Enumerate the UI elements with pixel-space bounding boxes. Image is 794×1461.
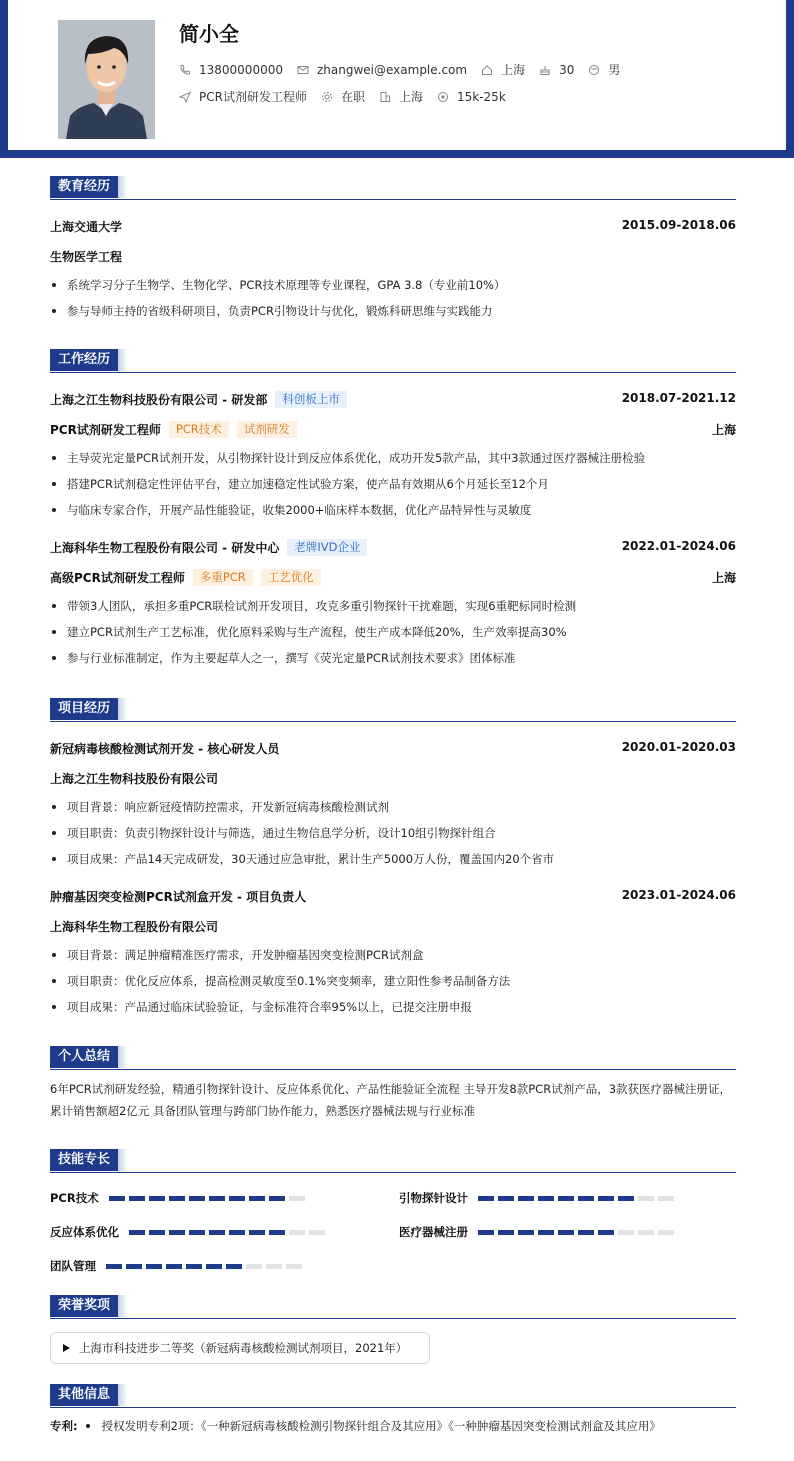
- skill-segment-filled: [109, 1196, 125, 1201]
- skill-segment-filled: [518, 1196, 534, 1201]
- skill-segment-filled: [209, 1196, 225, 1201]
- other-section: [50, 1384, 736, 1444]
- job-period: 2022.01-2024.06: [621, 539, 736, 553]
- skill-tag: 多重PCR: [193, 569, 253, 586]
- skill-segment-empty: [658, 1230, 674, 1235]
- list-item: 与临床专家合作，开展产品性能验证，收集2000+临床样本数据，优化产品特异性与灵敏度: [50, 497, 736, 523]
- patent-text: 授权发明专利2项：《一种新冠病毒核酸检测引物探针组合及其应用》《一种肿瘤基因突变检测试剂盒及其应用》: [101, 1419, 661, 1433]
- summary-section: [50, 1046, 736, 1122]
- project-title-row: [50, 882, 736, 908]
- education-section: [50, 176, 736, 324]
- company-name: 上海科华生物工程股份有限公司 - 研发中心: [50, 541, 280, 555]
- list-item: 建立PCR试剂生产工艺标准，优化原料采购与生产流程，使生产成本降低20%，生产效率提高30%: [50, 619, 736, 645]
- skill-segment-empty: [289, 1230, 305, 1235]
- list-item: 搭建PCR试剂稳定性评估平台，建立加速稳定性试验方案，使产品有效期从6个月延长至12个月: [50, 471, 736, 497]
- skill-segment-filled: [558, 1230, 574, 1235]
- patent-label: 专利:: [50, 1419, 78, 1433]
- patent-row: [50, 1418, 661, 1434]
- project-name: 新冠病毒核酸检测试剂开发 - 核心研发人员: [50, 742, 280, 756]
- position-name: 高级PCR试剂研发工程师: [50, 571, 185, 585]
- skill-segment-empty: [309, 1230, 325, 1235]
- list-item: 参与行业标准制定，作为主要起草人之一，撰写《荧光定量PCR试剂技术要求》团体标准: [50, 645, 736, 671]
- job-company-row: [50, 385, 736, 411]
- project-title-row: [50, 734, 736, 760]
- skill-segment-filled: [598, 1196, 614, 1201]
- project-name: 肿瘤基因突变检测PCR试剂盒开发 - 项目负责人: [50, 890, 307, 904]
- skill-segment-filled: [169, 1196, 185, 1201]
- home-icon: [481, 64, 493, 76]
- list-item: 参与导师主持的省级科研项目，负责PCR引物设计与优化，锻炼科研思维与实践能力: [50, 298, 736, 324]
- skill-segment-empty: [286, 1264, 302, 1269]
- project-period: 2023.01-2024.06: [621, 888, 736, 902]
- salary-icon: [437, 91, 449, 103]
- skill-segment-filled: [558, 1196, 574, 1201]
- skill-segment-filled: [229, 1230, 245, 1235]
- skill-segment-filled: [226, 1264, 242, 1269]
- skill-item: [50, 1190, 309, 1206]
- job-position: [50, 569, 321, 586]
- section-title: 个人总结: [50, 1046, 118, 1068]
- skill-tag: 工艺优化: [261, 569, 321, 586]
- school-name: 上海交通大学: [50, 220, 123, 234]
- education-bullets: [50, 272, 736, 324]
- skill-segment-filled: [269, 1230, 285, 1235]
- caret-right-icon: [63, 1344, 70, 1352]
- phone-text: 13800000000: [199, 62, 283, 77]
- skill-segment-empty: [618, 1230, 634, 1235]
- age-info: [539, 63, 574, 77]
- project-bullets: [50, 942, 736, 1020]
- section-title: 教育经历: [50, 176, 118, 198]
- work-section: [50, 349, 736, 671]
- email-info: [297, 63, 467, 77]
- projects-section: [50, 698, 736, 1020]
- section-title: 其他信息: [50, 1384, 118, 1406]
- skill-segment-filled: [498, 1230, 514, 1235]
- list-item: 主导荧光定量PCR试剂开发，从引物探针设计到反应体系优化，成功开发5款产品，其中3款通过医疗器械注册检验: [50, 445, 736, 471]
- skill-segment-filled: [518, 1230, 534, 1235]
- section-header: [50, 1046, 736, 1070]
- job-city: 上海: [711, 571, 736, 585]
- project-bullets: [50, 794, 736, 872]
- company-tag: 老牌IVD企业: [287, 539, 367, 556]
- skill-segment-filled: [578, 1230, 594, 1235]
- salary-info: [437, 90, 506, 104]
- skill-segment-filled: [618, 1196, 634, 1201]
- project-org: 上海科华生物工程股份有限公司: [50, 920, 219, 934]
- skill-name: 引物探针设计: [399, 1191, 468, 1205]
- list-item: 项目成果：产品14天完成研发，30天通过应急审批，累计生产5000万人份，覆盖国内20个省市: [50, 846, 736, 872]
- location-text: 上海: [501, 63, 526, 77]
- skill-segment-filled: [186, 1264, 202, 1269]
- skill-segment-empty: [658, 1196, 674, 1201]
- skill-item: [50, 1224, 329, 1240]
- gear-icon: [321, 91, 333, 103]
- list-item: 项目职责：负责引物探针设计与筛选，通过生物信息学分析，设计10组引物探针组合: [50, 820, 736, 846]
- skill-segment-filled: [249, 1230, 265, 1235]
- award-text: 上海市科技进步二等奖（新冠病毒核酸检测试剂项目，2021年）: [79, 1341, 408, 1355]
- section-title: 工作经历: [50, 349, 118, 371]
- job-city: 上海: [711, 423, 736, 437]
- status-info: [321, 88, 365, 105]
- job-company: [50, 391, 347, 408]
- project-org: 上海之江生物科技股份有限公司: [50, 772, 219, 786]
- gender-icon: [588, 64, 600, 76]
- skill-segment-filled: [478, 1230, 494, 1235]
- skills-section: [50, 1149, 736, 1279]
- section-title: 技能专长: [50, 1149, 118, 1171]
- education-major-row: [50, 242, 736, 268]
- skill-segment-filled: [229, 1196, 245, 1201]
- skill-segment-empty: [638, 1230, 654, 1235]
- skill-level-bar: [129, 1230, 329, 1235]
- project-org-row: [50, 912, 736, 938]
- skill-segment-filled: [598, 1230, 614, 1235]
- section-header: [50, 176, 736, 200]
- skill-name: 医疗器械注册: [399, 1225, 468, 1239]
- award-item[interactable]: [50, 1332, 430, 1364]
- section-title: 荣誉奖项: [50, 1295, 118, 1317]
- skill-segment-filled: [209, 1230, 225, 1235]
- target-position-info: [179, 88, 307, 105]
- skill-segment-filled: [106, 1264, 122, 1269]
- list-item: 系统学习分子生物学、生物化学、PCR技术原理等专业课程，GPA 3.8（专业前10%）: [50, 272, 736, 298]
- send-icon: [179, 91, 191, 103]
- skill-segment-empty: [266, 1264, 282, 1269]
- skill-segment-filled: [249, 1196, 265, 1201]
- job-position-row: [50, 415, 736, 441]
- project-org-row: [50, 764, 736, 790]
- job-position-row: [50, 563, 736, 589]
- skill-item: [50, 1258, 306, 1274]
- list-item: 项目背景：响应新冠疫情防控需求，开发新冠病毒核酸检测试剂: [50, 794, 736, 820]
- skill-segment-filled: [129, 1230, 145, 1235]
- company-name: 上海之江生物科技股份有限公司 - 研发部: [50, 393, 268, 407]
- job-company-row: [50, 533, 736, 559]
- section-header: [50, 1384, 736, 1408]
- mail-icon: [297, 64, 309, 76]
- skill-level-bar: [478, 1196, 678, 1201]
- location-info: [481, 61, 525, 78]
- skill-segment-empty: [246, 1264, 262, 1269]
- job-bullets: [50, 445, 736, 523]
- list-item: 带领3人团队，承担多重PCR联检试剂开发项目，攻克多重引物探针干扰难题，实现6重靶标同时检测: [50, 593, 736, 619]
- skill-segment-filled: [478, 1196, 494, 1201]
- header-divider-bar: [0, 150, 794, 158]
- target-position-text: PCR试剂研发工程师: [199, 90, 307, 104]
- list-item: 项目职责：优化反应体系，提高检测灵敏度至0.1%突变频率，建立阳性参考品制备方法: [50, 968, 736, 994]
- skill-segment-filled: [538, 1230, 554, 1235]
- job-company: [50, 539, 367, 556]
- company-tag: 科创板上市: [275, 391, 347, 408]
- major-name: 生物医学工程: [50, 250, 123, 264]
- list-item: 项目成果：产品通过临床试验验证，与金标准符合率95%以上，已提交注册申报: [50, 994, 736, 1020]
- section-header: [50, 349, 736, 373]
- skill-name: PCR技术: [50, 1191, 99, 1205]
- section-header: [50, 1149, 736, 1173]
- skill-segment-filled: [578, 1196, 594, 1201]
- bullet-dot: [86, 1424, 90, 1428]
- skill-segment-filled: [166, 1264, 182, 1269]
- skill-segment-filled: [146, 1264, 162, 1269]
- awards-section: [50, 1295, 736, 1370]
- skill-name: 反应体系优化: [50, 1225, 119, 1239]
- skill-segment-filled: [206, 1264, 222, 1269]
- skill-segment-filled: [269, 1196, 285, 1201]
- candidate-name: 简小全: [179, 22, 239, 46]
- contact-row: [179, 61, 634, 78]
- section-title: 项目经历: [50, 698, 118, 720]
- education-school-row: [50, 212, 736, 238]
- skill-level-bar: [106, 1264, 306, 1269]
- skill-segment-filled: [189, 1196, 205, 1201]
- email-text: zhangwei@example.com: [316, 62, 468, 77]
- skill-name: 团队管理: [50, 1259, 96, 1273]
- skill-segment-filled: [498, 1196, 514, 1201]
- phone-info: [179, 63, 283, 77]
- project-period: 2020.01-2020.03: [621, 740, 736, 754]
- section-header: [50, 698, 736, 722]
- skill-segment-filled: [129, 1196, 145, 1201]
- skill-level-bar: [109, 1196, 309, 1201]
- list-item: 项目背景：满足肿瘤精准医疗需求，开发肿瘤基因突变检测PCR试剂盒: [50, 942, 736, 968]
- gender-text: 男: [608, 63, 621, 77]
- target-city-info: [379, 88, 423, 105]
- job-period: 2018.07-2021.12: [621, 391, 736, 405]
- position-name: PCR试剂研发工程师: [50, 423, 161, 437]
- skill-tag: 试剂研发: [237, 421, 297, 438]
- age-text: 30: [559, 62, 575, 77]
- status-text: 在职: [340, 90, 365, 104]
- skill-item: [399, 1190, 678, 1206]
- skill-segment-filled: [149, 1230, 165, 1235]
- skill-level-bar: [478, 1230, 678, 1235]
- skill-segment-filled: [189, 1230, 205, 1235]
- gender-info: [588, 61, 620, 78]
- job-intent-row: [179, 88, 520, 105]
- profile-photo-illustration: [58, 20, 155, 139]
- summary-text: 6年PCR试剂研发经验，精通引物探针设计、反应体系优化、产品性能验证全流程 主导开发8款PCR试剂产品，3款获医疗器械注册证，累计销售额超2亿元 具备团队管理与跨部门协作能力，熟悉医疗器械法规与行业标准: [50, 1082, 732, 1118]
- job-bullets: [50, 593, 736, 671]
- skill-segment-filled: [126, 1264, 142, 1269]
- target-city-text: 上海: [398, 90, 423, 104]
- cake-icon: [539, 64, 551, 76]
- skill-segment-filled: [169, 1230, 185, 1235]
- skill-segment-filled: [149, 1196, 165, 1201]
- resume-header: [0, 0, 794, 150]
- skill-segment-empty: [289, 1196, 305, 1201]
- salary-text: 15k-25k: [457, 89, 506, 104]
- job-position: [50, 421, 297, 438]
- profile-photo: [58, 20, 155, 139]
- skill-tag: PCR技术: [169, 421, 229, 438]
- building-icon: [379, 91, 391, 103]
- skill-segment-filled: [538, 1196, 554, 1201]
- phone-icon: [179, 64, 191, 76]
- section-header: [50, 1295, 736, 1319]
- skill-item: [399, 1224, 678, 1240]
- education-period: 2015.09-2018.06: [621, 218, 736, 232]
- skill-segment-empty: [638, 1196, 654, 1201]
